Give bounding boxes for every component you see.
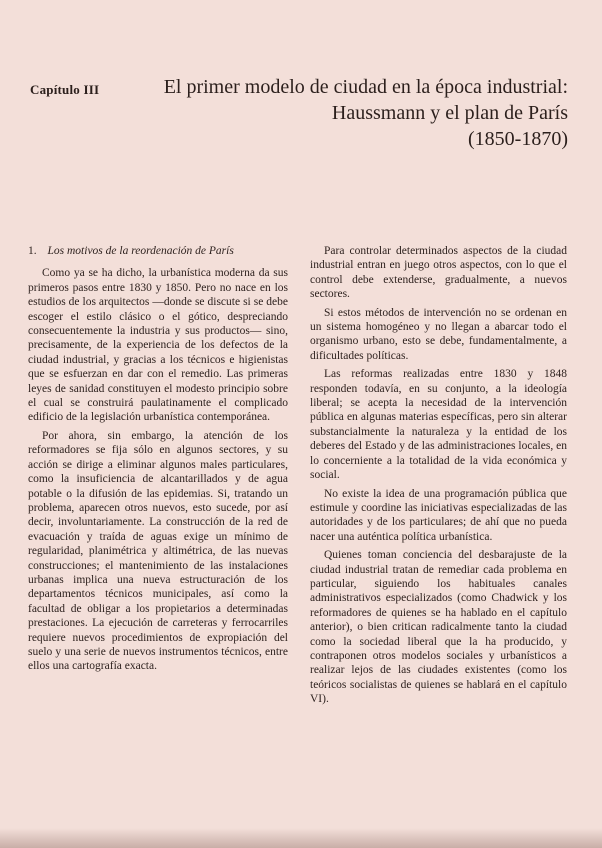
- section-number: 1.: [28, 245, 37, 257]
- paragraph: Las reformas realizadas entre 1830 y 1848 responden todavía, en su conjunto, a la ideología liberal; se acepta la necesidad de la intervención pública en algunas materias específicas, pero sin alterar substancialmente la naturaleza y la entidad de los deberes del Estado y de las administraciones locales, en lo concerniente a la totalidad de la vida económica y social.: [310, 368, 567, 482]
- left-column: [28, 244, 288, 678]
- paragraph: Quienes toman conciencia del desbarajuste de la ciudad industrial tratan de remediar cada problema en particular, siguiendo los habituales canales administrativos especializados (como Chadwick y los reformadores de quienes se ha hablado en el capítulo anterior), o bien critican radicalmente tanto la ciudad como la sociedad liberal que la ha producido, y contraponen otros modelos sociales y urbanísticos a realizar lejos de las ciudades existentes (como los teóricos socialistas de quienes se hablará en el capítulo VI).: [310, 549, 567, 706]
- right-column: [310, 244, 567, 711]
- chapter-title: [148, 74, 568, 152]
- paragraph: Como ya se ha dicho, la urbanística moderna da sus primeros pasos entre 1830 y 1850. Pero no nace en los estudios de los arquitectos —donde se discute si se debe escoger el estilo clásico o el gótico, despreciando consecuentemente la industria y sus productos— sino, precisamente, de la experiencia de los defectos de la ciudad industrial, y gracias a los técnicos e higienistas que se esfuerzan en dar con el remedio. Las primeras leyes de sanidad constituyen el modesto principio sobre el cual se construirá paulatinamente el complicado edificio de la legislación urbanística contemporánea.: [28, 267, 288, 424]
- section-title: Los motivos de la reordenación de París: [47, 245, 234, 257]
- page-edge-shadow: [0, 828, 602, 848]
- chapter-title-line-3: (1850-1870): [468, 128, 568, 150]
- paragraph: Si estos métodos de intervención no se ordenan en un sistema homogéneo y no llegan a abarcar todo el organismo urbano, esto se debe, fundamentalmente, a dificultades políticas.: [310, 306, 567, 362]
- paragraph: Para controlar determinados aspectos de la ciudad industrial entran en juego otros aspectos, con lo que el control debe extenderse, gradualmente, a nuevos sectores.: [310, 245, 567, 301]
- paragraph: Por ahora, sin embargo, la atención de los reformadores se fija sólo en algunos sectores, y su acción se dirige a eliminar algunos males particulares, como la insuficiencia de alcantarillados y de agua potable o la difusión de las epidemias. Si, tratando un problema, aparecen otros nuevos, esto sucede, por así decir, involuntariamente. La construcción de la red de evacuación y traída de aguas exige un mínimo de regularidad, planimétrica y altimétrica, de las nuevas construcciones; el mantenimiento de las instalaciones urbanas implica una nueva estructuración de los departamentos técnicos municipales, así como la facultad de obligar a los propietarios a determinadas prestaciones. La ejecución de carreteras y ferrocarriles requiere nuevos procedimientos de expropiación del suelo y una serie de nuevos instrumentos técnicos, entre ellos una cartografía exacta.: [28, 429, 288, 673]
- section-heading: [28, 244, 288, 258]
- chapter-title-line-1: El primer modelo de ciudad en la época industrial:: [163, 76, 568, 98]
- chapter-label: Capítulo III: [30, 82, 100, 97]
- paragraph: No existe la idea de una programación pública que estimule y coordine las iniciativas especializadas de las autoridades y de los particulares; de ahí que no pueda nacer una auténtica política urbanística.: [310, 487, 567, 543]
- chapter-title-line-2: Haussmann y el plan de París: [331, 102, 568, 124]
